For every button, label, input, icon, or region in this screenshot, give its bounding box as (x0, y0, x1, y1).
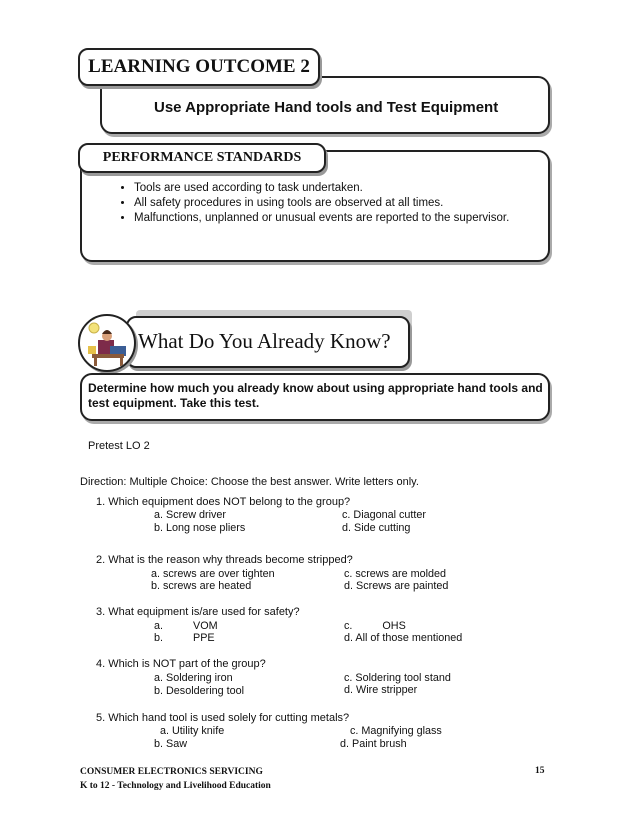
q1-option-a: a. Screw driver (154, 509, 226, 521)
question-3: 3. What equipment is/are used for safety? (96, 606, 300, 618)
standard-item: • Tools are used according to task undertaken. (134, 181, 509, 196)
q2-option-d: d. Screws are painted (344, 580, 449, 592)
q4-option-a: a. Soldering iron (154, 672, 233, 684)
q2-option-c: c. screws are molded (344, 568, 447, 580)
q5-option-d: d. Paint brush (340, 738, 407, 750)
q3-option-a: a. VOM (154, 620, 218, 632)
q5-option-b: b. Saw (154, 738, 188, 750)
q3-option-d: d. All of those mentioned (344, 632, 463, 644)
q2-option-b: b. screws are heated (151, 580, 252, 592)
q5-option-a: a. Utility knife (160, 725, 225, 737)
wdyak-title: What Do You Already Know? (138, 329, 391, 353)
determine-line-2: test equipment. Take this test. (88, 396, 260, 410)
direction-text: Direction: Multiple Choice: Choose the best answer. Write letters only. (80, 476, 419, 488)
learning-outcome-subtitle: Use Appropriate Hand tools and Test Equipment (154, 99, 499, 116)
q1-option-c: c. Diagonal cutter (342, 509, 427, 521)
performance-standards-tag: PERFORMANCE STANDARDS (78, 143, 326, 173)
learning-outcome-tag: LEARNING OUTCOME 2 (78, 48, 320, 86)
question-1: 1. Which equipment does NOT belong to the group? (96, 496, 351, 508)
standard-item: • All safety procedures in using tools are observed at all times. (134, 196, 509, 211)
determine-line-1: Determine how much you already know about using appropriate hand tools and (88, 381, 543, 395)
character-icon (78, 314, 136, 372)
q3-option-b: b. PPE (154, 632, 215, 644)
q3-option-c: c. OHS (344, 620, 406, 632)
q4-option-d: d. Wire stripper (344, 684, 418, 696)
page-number: 15 (535, 766, 545, 776)
q4-option-b: b. Desoldering tool (154, 685, 245, 697)
standard-item: • Malfunctions, unplanned or unusual events are reported to the supervisor. (134, 211, 509, 226)
q1-option-b: b. Long nose pliers (154, 522, 246, 534)
question-5: 5. Which hand tool is used solely for cutting metals? (96, 712, 350, 724)
q1-option-d: d. Side cutting (342, 522, 411, 534)
footer-course: CONSUMER ELECTRONICS SERVICING (80, 767, 263, 777)
question-4: 4. Which is NOT part of the group? (96, 658, 266, 670)
q4-option-c: c. Soldering tool stand (344, 672, 451, 684)
pretest-label: Pretest LO 2 (88, 440, 150, 452)
question-2: 2. What is the reason why threads become stripped? (96, 554, 353, 566)
q2-option-a: a. screws are over tighten (151, 568, 275, 580)
q5-option-c: c. Magnifying glass (350, 725, 442, 737)
footer-program: K to 12 - Technology and Livelihood Education (80, 781, 271, 791)
performance-standards-list (116, 181, 509, 226)
